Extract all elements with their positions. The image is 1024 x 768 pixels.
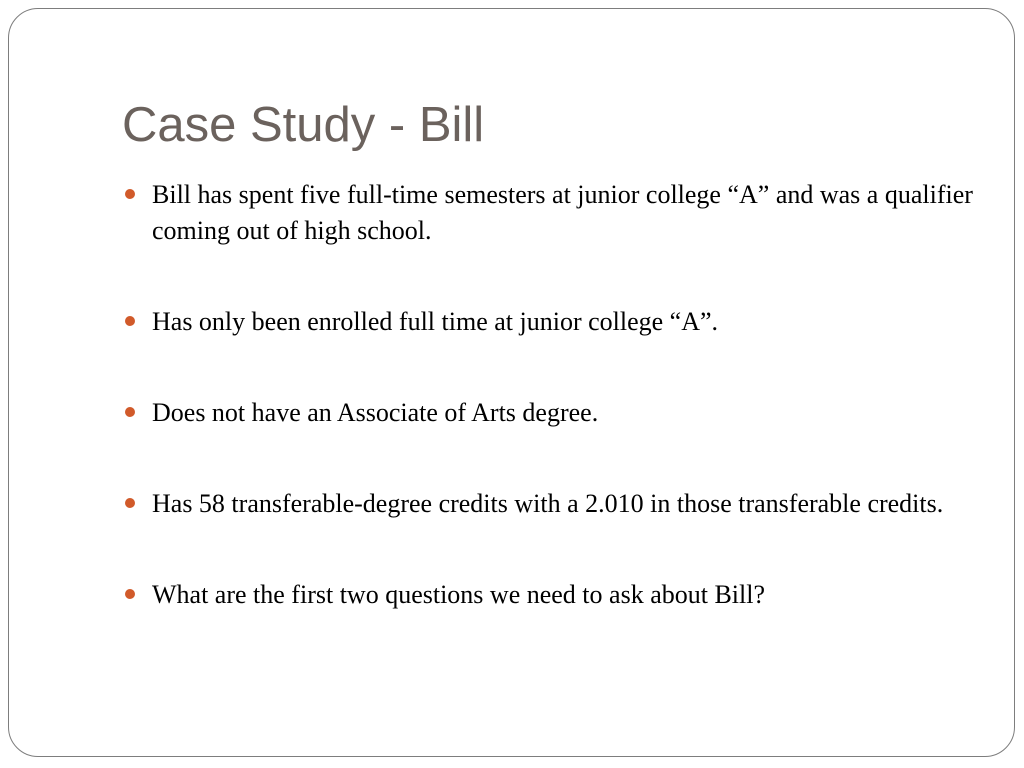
bullet-item [152,395,982,431]
bullet-text: Has only been enrolled full time at junior college “A”. [152,307,719,336]
bullet-dot-icon [125,498,135,508]
bullet-dot-icon [125,316,135,326]
bullet-dot-icon [125,189,135,199]
bullet-item [152,577,982,613]
bullet-dot-icon [125,407,135,417]
slide-title: Case Study - Bill [122,98,485,152]
bullet-text: Bill has spent five full-time semesters at junior college “A” and was a qualifier coming out of high school. [152,180,973,245]
bullet-text: Has 58 transferable-degree credits with a 2.010 in those transferable credits. [152,489,944,518]
bullet-item [152,486,982,522]
bullet-item [152,304,982,340]
bullet-dot-icon [125,589,135,599]
slide-frame [8,8,1015,757]
bullet-list [152,177,982,613]
bullet-item [152,177,982,249]
bullet-text: Does not have an Associate of Arts degree. [152,398,599,427]
bullet-text: What are the first two questions we need to ask about Bill? [152,580,766,609]
